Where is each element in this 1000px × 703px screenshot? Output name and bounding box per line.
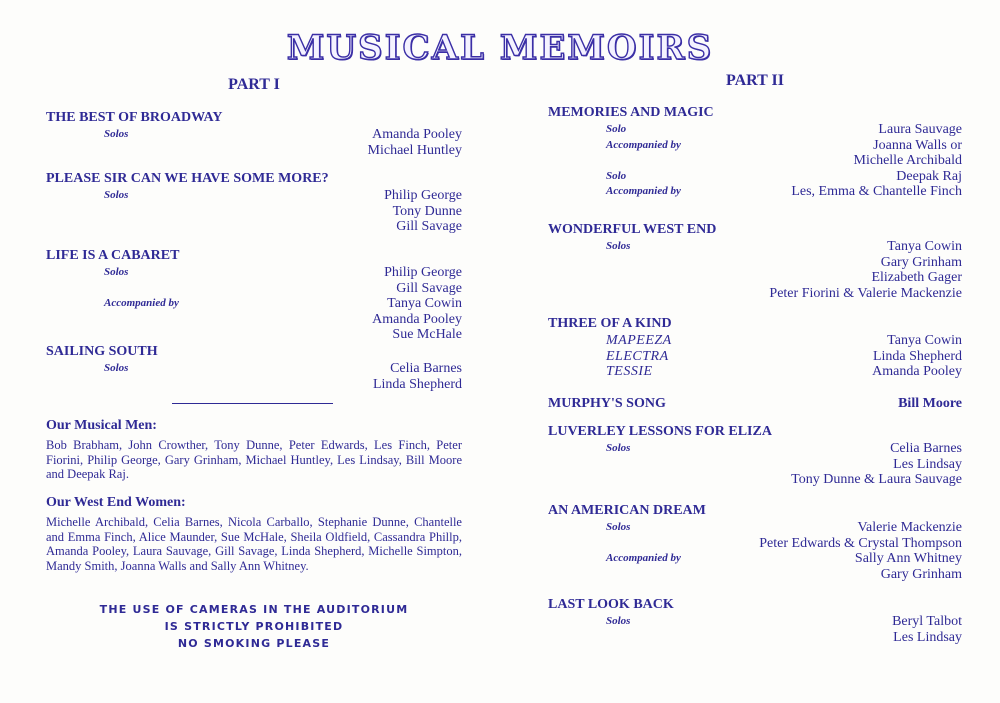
men-list: Bob Brabham, John Crowther, Tony Dunne, Peter Edwards, Les Finch, Peter Fiorini, Philip George, Gary Grinham, Michael Huntley, Les Lindsay, Bill Moore and Deepak Raj. xyxy=(46,438,462,482)
credit-row xyxy=(548,567,962,583)
role-label: Solos xyxy=(606,240,631,252)
role-label: Accompanied by xyxy=(606,138,681,151)
character-row xyxy=(548,333,962,349)
page-title: MUSICAL MEMOIRS xyxy=(286,28,714,68)
performer-name: Tanya Cowin xyxy=(887,239,962,254)
performer-name: Peter Edwards & Crystal Thompson xyxy=(759,535,962,551)
credit-row xyxy=(548,122,962,138)
character-row xyxy=(548,349,962,365)
men-heading: Our Musical Men: xyxy=(46,418,157,433)
character-name: TESSIE xyxy=(606,364,653,379)
item-title: WONDERFUL WEST END xyxy=(548,222,717,237)
part-one-heading: PART I xyxy=(228,76,280,93)
performer-name: Beryl Talbot xyxy=(892,614,962,629)
notice-line: IS STRICTLY PROHIBITED xyxy=(164,620,344,633)
part-two-heading: PART II xyxy=(726,72,784,89)
item-title: THE BEST OF BROADWAY xyxy=(46,110,223,125)
performer-name: Philip George xyxy=(384,265,462,280)
credit-row xyxy=(548,286,962,302)
credit-row xyxy=(46,188,462,204)
role-label: Accompanied by xyxy=(104,297,179,309)
programme-item xyxy=(548,394,962,413)
notice-line: THE USE OF CAMERAS IN THE AUDITORIUM xyxy=(99,603,409,616)
performer-name: Elizabeth Gager xyxy=(871,270,962,285)
credit-row xyxy=(548,630,962,646)
performer-name: Amanda Pooley xyxy=(372,311,462,327)
performer-name: Michelle Archibald xyxy=(853,153,962,168)
role-label: Solo xyxy=(606,123,627,135)
role-label: Solos xyxy=(104,189,129,201)
credit-row xyxy=(46,281,462,297)
performer-name: Amanda Pooley xyxy=(372,127,462,142)
role-label: Solos xyxy=(104,362,129,374)
performer-name: Les Lindsay xyxy=(893,456,962,472)
credit-row xyxy=(46,127,462,143)
performer-name: Sally Ann Whitney xyxy=(854,551,962,566)
performer-name: Gill Savage xyxy=(396,280,462,296)
item-title: LAST LOOK BACK xyxy=(548,597,674,612)
credit-row xyxy=(46,361,462,377)
item-title: LUVERLEY LESSONS FOR ELIZA xyxy=(548,424,772,439)
performer-name: Joanna Walls or xyxy=(873,137,962,153)
programme-item xyxy=(46,342,462,392)
credit-row xyxy=(548,536,962,552)
credit-row xyxy=(548,520,962,536)
performer-name: Peter Fiorini & Valerie Mackenzie xyxy=(769,285,962,301)
performer-name: Linda Shepherd xyxy=(872,348,962,364)
credit-row xyxy=(548,270,962,286)
role-label: Solos xyxy=(606,521,631,533)
credit-row xyxy=(46,327,462,343)
credit-row xyxy=(548,441,962,457)
performer-name: Tanya Cowin xyxy=(887,333,962,348)
women-list: Michelle Archibald, Celia Barnes, Nicola Carballo, Stephanie Dunne, Chantelle and Emma Finch, Alice Maunder, Sue McHale, Sheila Oldfield, Cassandra Phillp, Amanda Pooley, Laura Sauvage, Gill Savage, Linda Shepherd, Michelle Simpton, Mandy Smith, Joanna Walls and Sally Ann Whitney. xyxy=(46,515,462,573)
performer-name: Gary Grinham xyxy=(880,566,962,582)
programme-item xyxy=(548,220,962,301)
role-label: Solos xyxy=(104,128,129,140)
notice xyxy=(46,601,462,652)
divider xyxy=(172,403,333,404)
role-label: Solos xyxy=(104,266,129,278)
performer-name: Les, Emma & Chantelle Finch xyxy=(791,184,962,199)
role-label: Solos xyxy=(606,442,631,454)
role-label: Solos xyxy=(606,615,631,627)
credit-row xyxy=(548,239,962,255)
performer-name: Michael Huntley xyxy=(367,142,462,158)
performer-name: Amanda Pooley xyxy=(872,364,962,379)
credit-row xyxy=(548,551,962,567)
credit-row xyxy=(548,169,962,185)
credit-row xyxy=(46,265,462,281)
credit-row xyxy=(548,153,962,169)
notice-line: NO SMOKING PLEASE xyxy=(177,637,331,650)
credit-row xyxy=(46,312,462,328)
credit-row xyxy=(548,614,962,630)
programme-item xyxy=(548,103,962,200)
programme-item xyxy=(46,246,462,343)
performer-name: Celia Barnes xyxy=(390,361,462,376)
performer-name: Laura Sauvage xyxy=(878,122,962,137)
credit-row xyxy=(548,138,962,154)
credit-row xyxy=(548,184,962,200)
performer-name: Gary Grinham xyxy=(880,254,962,270)
role-label: Solo xyxy=(606,169,627,182)
item-title: SAILING SOUTH xyxy=(46,344,158,359)
character-row xyxy=(548,364,962,380)
character-name: MAPEEZA xyxy=(606,333,672,348)
performer-name: Sue McHale xyxy=(392,327,462,342)
programme-item xyxy=(548,422,962,488)
performer-name: Les Lindsay xyxy=(893,629,962,645)
performer-name: Tanya Cowin xyxy=(387,296,462,311)
credit-row xyxy=(46,219,462,235)
performer-name: Valerie Mackenzie xyxy=(857,520,962,535)
item-title-row xyxy=(548,394,962,413)
programme-item xyxy=(46,108,462,158)
credit-row xyxy=(548,457,962,473)
women-heading: Our West End Women: xyxy=(46,495,186,510)
character-name: ELECTRA xyxy=(606,348,669,364)
performer-name: Gill Savage xyxy=(396,219,462,234)
role-label: Accompanied by xyxy=(606,185,681,197)
performer-name: Celia Barnes xyxy=(890,441,962,456)
item-title: MURPHY'S SONG xyxy=(548,396,666,411)
item-title: THREE OF A KIND xyxy=(548,316,672,331)
credit-row xyxy=(548,472,962,488)
performer-name: Tony Dunne xyxy=(392,203,462,219)
item-title: MEMORIES AND MAGIC xyxy=(548,105,714,120)
performer-name: Linda Shepherd xyxy=(372,376,462,392)
item-title: AN AMERICAN DREAM xyxy=(548,503,706,518)
credit-row xyxy=(46,296,462,312)
credit-row xyxy=(46,377,462,393)
performer-name: Tony Dunne & Laura Sauvage xyxy=(791,472,962,487)
credit-row xyxy=(548,255,962,271)
item-title: LIFE IS A CABARET xyxy=(46,248,180,263)
performer-name: Deepak Raj xyxy=(896,168,962,184)
programme-item xyxy=(548,314,962,380)
programme-item xyxy=(46,169,462,235)
credit-row xyxy=(46,204,462,220)
programme-item xyxy=(548,595,962,645)
programme-item xyxy=(548,501,962,582)
performer-name: Philip George xyxy=(384,188,462,203)
item-title: PLEASE SIR CAN WE HAVE SOME MORE? xyxy=(46,171,329,186)
performer-name: Bill Moore xyxy=(898,396,962,411)
credit-row xyxy=(46,143,462,159)
role-label: Accompanied by xyxy=(606,552,681,564)
